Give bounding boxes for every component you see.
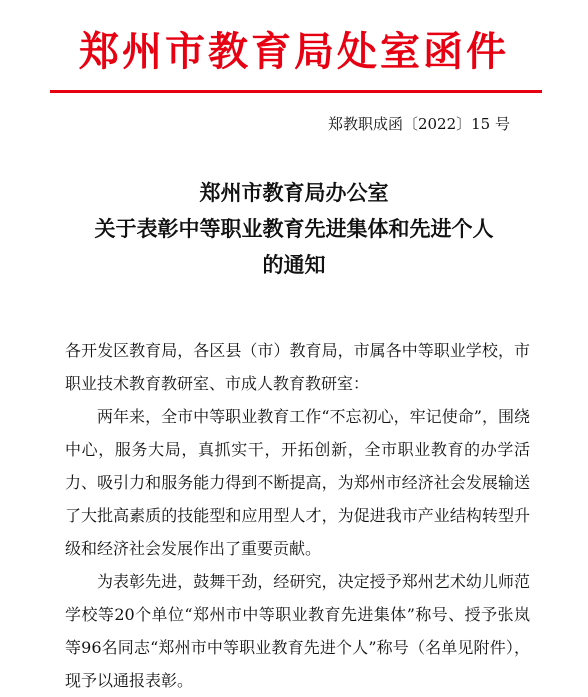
red-divider-line <box>50 90 542 93</box>
title-line-3: 的通知 <box>262 252 326 277</box>
masthead-title: 郑州市教育局处室函件 <box>79 29 509 75</box>
body-paragraph-1: 两年来，全市中等职业教育工作“不忘初心，牢记使命”，围绕中心，服务大局，真抓实干，开拓创新，全市职业教育的办学活力、吸引力和服务能力得到不断提高，为郑州市经济社会发展输送了大批高素质的技能型和应用型人才，为促进我市产业结构转型升级和经济社会发展作出了重要贡献。 <box>65 407 530 558</box>
title-line-2: 关于表彰中等职业教育先进集体和先进个人 <box>94 216 494 241</box>
notice-title <box>0 175 588 283</box>
notice-body <box>65 334 530 697</box>
title-line-1: 郑州市教育局办公室 <box>199 180 389 205</box>
document-number: 郑教职成函〔2022〕15 号 <box>327 115 510 133</box>
salutation: 各开发区教育局，各区县（市）教育局，市属各中等职业学校，市职业技术教育教研室、市成人教育教研室： <box>65 341 530 393</box>
body-paragraph-2: 为表彰先进，鼓舞干劲，经研究，决定授予郑州艺术幼儿师范学校等20个单位“郑州市中等职业教育先进集体”称号、授予张岚等96名同志“郑州市中等职业教育先进个人”称号（名单见附件），现予以通报表彰。 <box>65 572 530 690</box>
